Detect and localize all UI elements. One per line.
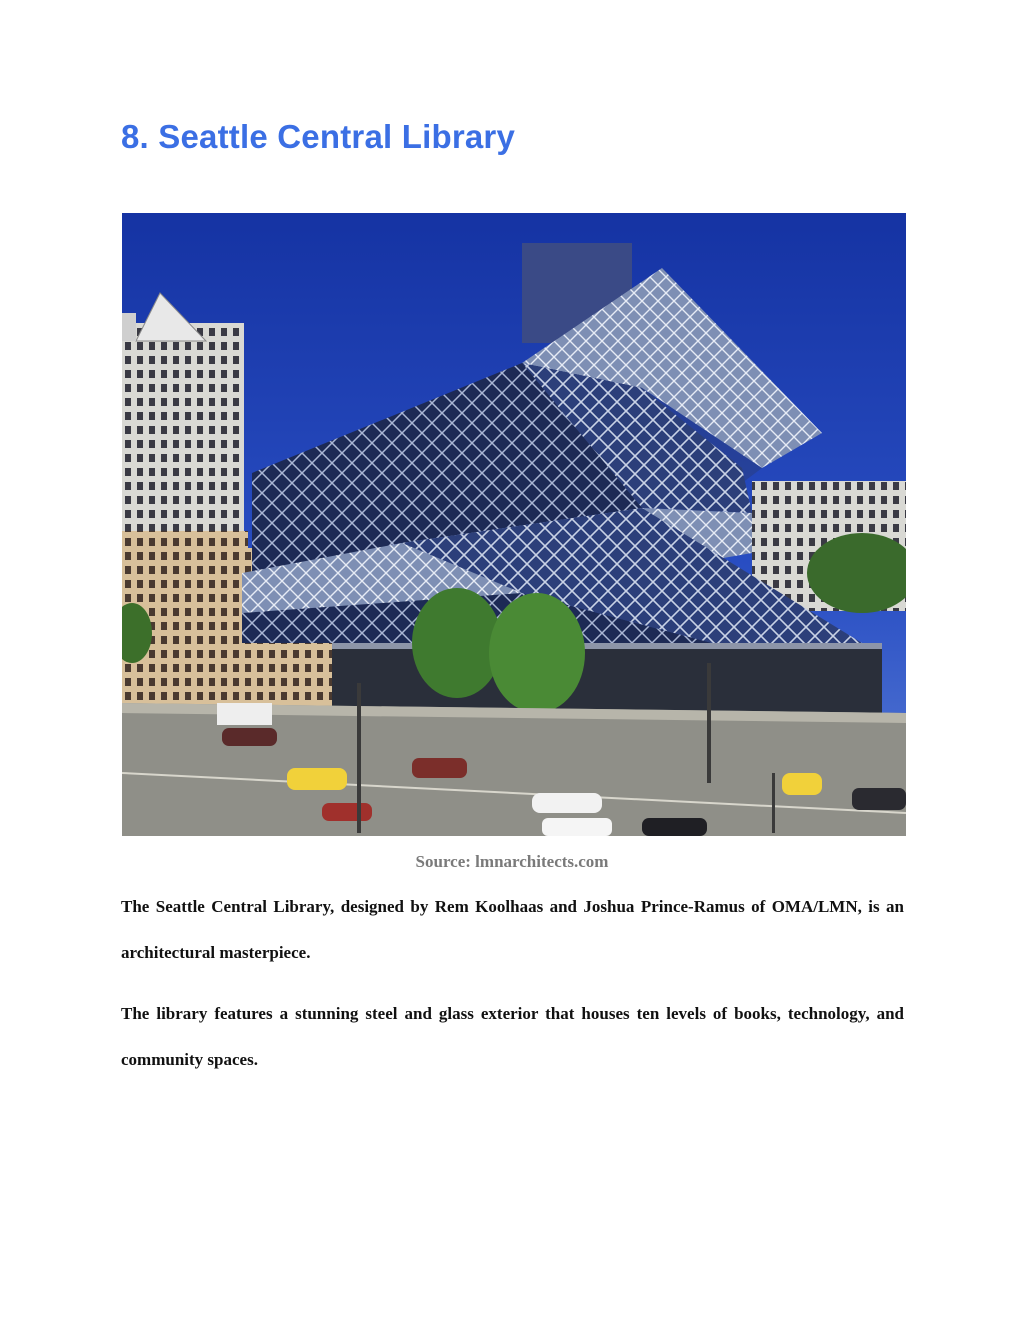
- paragraph-intro: The Seattle Central Library, designed by Rem Koolhaas and Joshua Prince-Ramus of OMA/LMN, is an architectural masterpiece.: [121, 897, 904, 962]
- library-photo: [122, 213, 906, 836]
- page-title: 8. Seattle Central Library: [121, 118, 516, 155]
- paragraph-features: The library features a stunning steel and glass exterior that houses ten levels of books, technology, and community spaces.: [121, 1004, 904, 1069]
- image-caption: Source: lmnarchitects.com: [415, 852, 609, 871]
